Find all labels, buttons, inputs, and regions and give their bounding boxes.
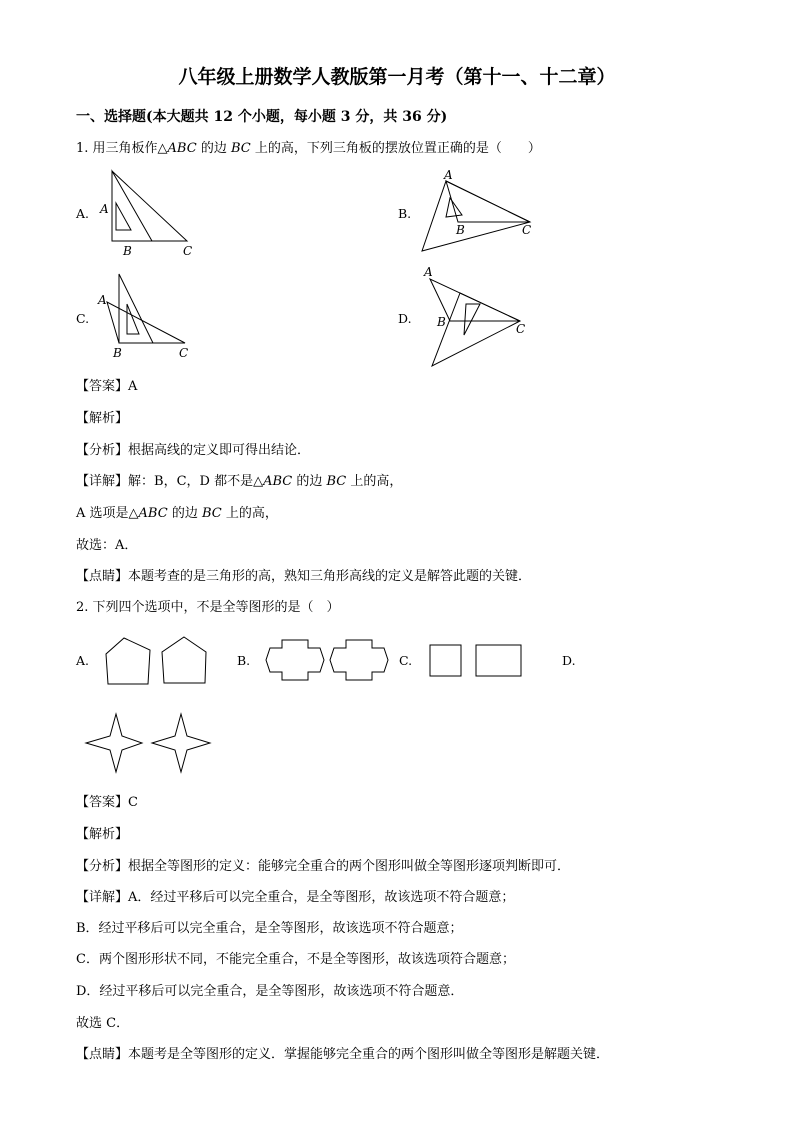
q2-option-d-label: D. xyxy=(562,653,576,668)
q2-figure-d-stars xyxy=(82,710,216,778)
q2-option-a-label: A. xyxy=(76,653,90,668)
q2-figure-b-crosses xyxy=(266,636,392,684)
q1-b-point-a: A xyxy=(444,168,453,182)
q1-figure-b xyxy=(418,167,548,262)
q2-fenxi: 【分析】根据全等图形的定义：能够完全重合的两个图形叫做全等图形逐项判断即可． xyxy=(76,859,571,874)
q2-stem: 2. 下列四个选项中，不是全等图形的是（ ） xyxy=(76,600,340,615)
q2-xiangjie-d: D．经过平移后可以完全重合，是全等图形，故该选项不符合题意． xyxy=(76,984,464,999)
q2-figure-c-square-rectangle xyxy=(428,643,524,679)
q1-a-point-a: A xyxy=(100,202,109,216)
q2-xiangjie-a: 【详解】A．经过平移后可以完全重合，是全等图形，故该选项不符合题意； xyxy=(76,890,515,905)
q2-option-b-label: B. xyxy=(237,653,251,668)
q1-figure-c xyxy=(95,270,205,365)
q1-option-c-label: C. xyxy=(76,311,90,326)
q1-answer: 【答案】A xyxy=(76,379,138,394)
q1-fenxi: 【分析】根据高线的定义即可得出结论． xyxy=(76,443,311,458)
q2-answer: 【答案】C xyxy=(76,795,138,810)
section-heading: 一、选择题(本大题共 12 个小题，每小题 3 分，共 36 分) xyxy=(76,109,448,125)
q1-xiangjie-line2: A 选项是△ABC 的边 BC 上的高， xyxy=(76,506,278,521)
page-title: 八年级上册数学人教版第一月考（第十一、十二章） xyxy=(178,66,616,88)
q1-a-point-b: B xyxy=(123,244,132,258)
q1-dianjing: 【点睛】本题考查的是三角形的高，熟知三角形高线的定义是解答此题的关键． xyxy=(76,569,532,584)
q1-option-d-label: D. xyxy=(398,311,412,326)
q1-stem: 1. 用三角板作△ABC 的边 BC 上的高，下列三角板的摆放位置正确的是（ ） xyxy=(76,141,541,156)
q1-d-point-a: A xyxy=(424,265,433,279)
q1-c-point-b: B xyxy=(113,346,122,360)
q1-choose: 故选：A． xyxy=(76,538,138,553)
q1-b-point-c: C xyxy=(522,223,532,237)
q2-number: 2. xyxy=(76,600,89,615)
q2-analysis-tag: 【解析】 xyxy=(76,827,129,842)
q1-option-b-label: B. xyxy=(398,206,412,221)
q1-analysis-tag: 【解析】 xyxy=(76,411,129,426)
q1-number: 1. xyxy=(76,141,89,156)
q1-figure-d xyxy=(418,262,548,372)
q1-d-point-c: C xyxy=(516,322,526,336)
q1-c-point-a: A xyxy=(98,293,107,307)
q1-a-point-c: C xyxy=(183,244,193,258)
q1-d-point-b: B xyxy=(437,315,446,329)
q1-xiangjie: 【详解】解：B，C，D 都不是△ABC 的边 BC 上的高， xyxy=(76,474,403,489)
q1-c-point-c: C xyxy=(179,346,189,360)
q2-xiangjie-c: C．两个图形形状不同，不能完全重合，不是全等图形，故该选项符合题意； xyxy=(76,952,515,967)
q1-b-point-b: B xyxy=(456,223,465,237)
q2-figure-a-pentagons xyxy=(104,634,212,686)
q2-choose: 故选 C． xyxy=(76,1016,130,1031)
q1-option-a-label: A. xyxy=(76,206,90,221)
q2-dianjing: 【点睛】本题考是全等图形的定义．掌握能够完全重合的两个图形叫做全等图形是解题关键． xyxy=(76,1047,610,1062)
q1-figure-a xyxy=(95,165,205,260)
q2-xiangjie-b: B．经过平移后可以完全重合，是全等图形，故该选项不符合题意； xyxy=(76,921,463,936)
q2-option-c-label: C. xyxy=(399,653,413,668)
